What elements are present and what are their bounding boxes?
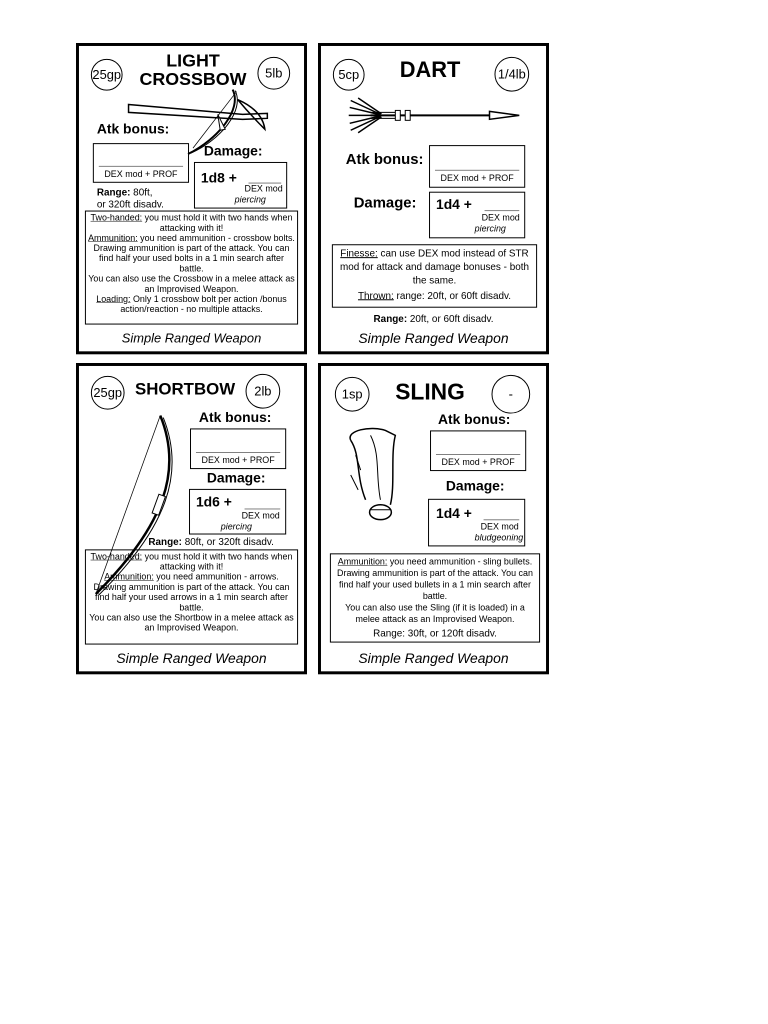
rule-ammunition: Ammunition: you need ammunition - sling bullets. Drawing ammunition is part of the attack. You can find half your used bullets in a 1 min search after battle. [337, 556, 533, 601]
atk-formula: DEX mod + PROF [440, 172, 514, 183]
rules-box [85, 211, 298, 325]
rules-box [330, 553, 540, 642]
rules-box [85, 549, 298, 644]
cost-badge: 1sp [335, 377, 370, 412]
card-sling [318, 363, 549, 674]
card-footer: Simple Ranged Weapon [116, 650, 267, 666]
atk-formula: DEX mod + PROF [104, 168, 178, 179]
atk-box [429, 145, 525, 188]
atk-label: Atk bonus: [437, 411, 511, 427]
damage-box [189, 489, 286, 535]
atk-box [190, 428, 286, 469]
damage-die: 1d8 + [200, 169, 237, 186]
dart-illustration [341, 96, 529, 136]
weight-badge: 5lb [257, 57, 290, 90]
rule-improvised: You can also use the Sling (if it is loaded) in a melee attack as an Improvised Weapon. [345, 602, 525, 624]
damage-mod: DEX mod [480, 521, 519, 532]
range-text: Range: 20ft, or 60ft disadv. [373, 313, 494, 325]
weight-badge: 2lb [246, 374, 281, 409]
atk-label: Atk bonus: [96, 121, 170, 137]
rule-ammunition: Ammunition: you need ammunition - crossbow bolts. Drawing ammunition is part of the attack. You can find half your used bolts in a 1 min search after battle. [88, 232, 295, 274]
rule-thrown: Thrown: range: 20ft, or 60ft disadv. [357, 290, 511, 302]
damage-mod: DEX mod [244, 183, 283, 194]
damage-type: piercing [474, 223, 506, 234]
damage-type: piercing [234, 194, 266, 205]
card-title: SHORTBOW [134, 379, 236, 399]
rule-improvised: You can also use the Crossbow in a melee attack as an Improvised Weapon. [88, 273, 295, 294]
damage-label: Damage: [203, 143, 263, 159]
rule-two-handed: Two-handed: you must hold it with two hands when attacking with it! [90, 212, 293, 233]
card-footer: Simple Ranged Weapon [121, 330, 262, 346]
damage-label: Damage: [445, 478, 505, 494]
atk-box [93, 143, 189, 183]
card-dart [318, 43, 549, 354]
cost-badge: 25gp [91, 376, 125, 410]
rule-improvised: You can also use the Shortbow in a melee attack as an Improvised Weapon. [89, 612, 294, 633]
damage-label: Damage: [206, 470, 266, 486]
atk-box [430, 430, 526, 471]
atk-formula: DEX mod + PROF [201, 455, 275, 466]
sling-illustration [341, 425, 405, 524]
damage-type: bludgeoning [474, 532, 524, 543]
damage-mod: DEX mod [481, 212, 520, 223]
range-text: Range: 30ft, or 120ft disadv. [373, 628, 497, 640]
atk-formula: DEX mod + PROF [441, 457, 515, 468]
damage-box [194, 162, 287, 209]
card-footer: Simple Ranged Weapon [358, 330, 509, 346]
card-footer: Simple Ranged Weapon [358, 650, 509, 666]
range-text: Range: 80ft, or 320ft disadv. [148, 536, 274, 548]
weight-badge: - [491, 375, 530, 414]
rule-finesse: Finesse: can use DEX mod instead of STR mod for attack and damage bonuses - both the same. [339, 248, 530, 286]
card-title: DART [399, 57, 461, 83]
weight-badge: 1/4lb [494, 57, 529, 92]
atk-label: Atk bonus: [345, 151, 424, 168]
damage-label: Damage: [353, 194, 417, 212]
damage-die: 1d4 + [435, 196, 472, 213]
damage-mod: DEX mod [241, 510, 280, 521]
card-title: SLING [395, 378, 465, 405]
rule-ammunition: Ammunition: you need ammunition - arrows. Drawing ammunition is part of the attack. You can find half your used arrows in a 1 min search after battle. [93, 571, 290, 613]
damage-die: 1d6 + [195, 493, 232, 510]
rule-loading: Loading: Only 1 crossbow bolt per action /bonus action/reaction - no multiple attacks. [96, 293, 287, 314]
rule-two-handed: Two-handed: you must hold it with two hands when attacking with it! [90, 551, 293, 572]
rules-box [332, 244, 537, 307]
range-text: Range: 80ft, or 320ft disadv. [96, 187, 164, 211]
damage-type: piercing [220, 521, 252, 532]
damage-die: 1d4 + [435, 505, 472, 522]
card-shortbow [76, 363, 307, 674]
atk-label: Atk bonus: [198, 409, 272, 425]
cost-badge: 5cp [333, 59, 365, 91]
cost-badge: 25gp [91, 59, 123, 91]
damage-box [428, 499, 525, 547]
card-light-crossbow [76, 43, 307, 354]
damage-box [429, 192, 525, 239]
card-title: LIGHT CROSSBOW [139, 49, 247, 89]
